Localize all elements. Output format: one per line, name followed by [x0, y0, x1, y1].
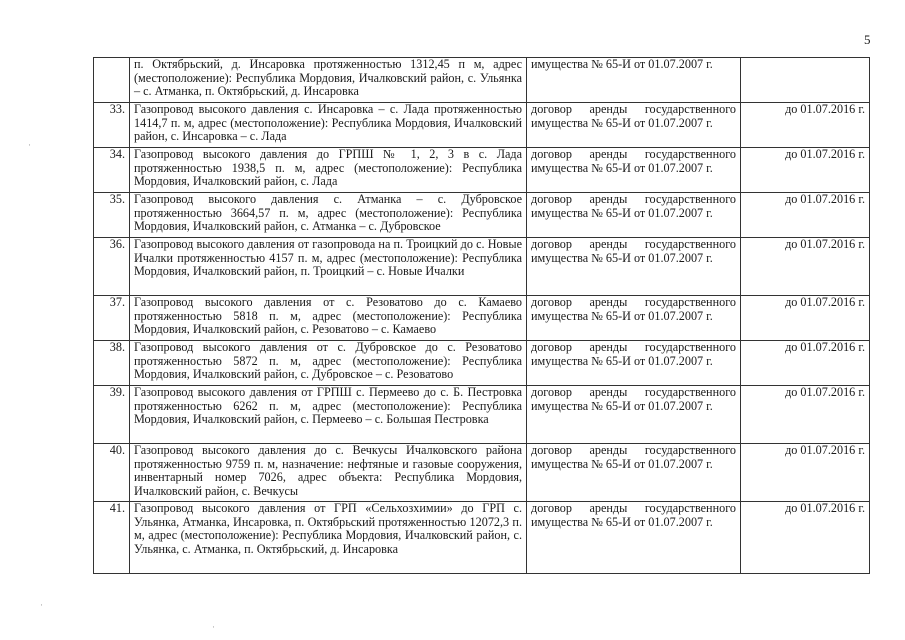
scan-speck: ·	[40, 600, 43, 610]
table-row	[94, 296, 870, 341]
contract-reference: договор аренды государственного имущества № 65-И от 01.07.2007 г.	[527, 386, 741, 444]
scan-speck: ·	[212, 622, 215, 632]
row-number: 37.	[94, 296, 130, 341]
object-description: Газопровод высокого давления с. Инсаровка – с. Лада протяженностью 1414,7 п. м, адрес (местоположение): Республика Мордовия, Ичалковский район, с. Инсаровка – с. Лада	[130, 103, 527, 148]
object-description: Газопровод высокого давления от с. Дубровское до с. Резоватово протяженностью 5872 п. м, адрес (местоположение): Республика Мордовия, Ичалковский район, с. Дубровское – с. Резоватово	[130, 341, 527, 386]
term-cell: до 01.07.2016 г.	[741, 238, 870, 296]
term-cell: до 01.07.2016 г.	[741, 148, 870, 193]
object-description: Газопровод высокого давления от газопровода на п. Троицкий до с. Новые Ичалки протяженностью 4157 п. м, адрес (местоположение): Республика Мордовия, Ичалковский район, п. Троицкий – с. Новые Ичалки	[130, 238, 527, 296]
term-cell: до 01.07.2016 г.	[741, 502, 870, 574]
term-cell: до 01.07.2016 г.	[741, 103, 870, 148]
contract-reference: договор аренды государственного имущества № 65-И от 01.07.2007 г.	[527, 296, 741, 341]
row-number: 35.	[94, 193, 130, 238]
object-description: Газопровод высокого давления от с. Резоватово до с. Камаево протяженностью 5818 п. м, адрес (местоположение): Республика Мордовия, Ичалковский район, с. Резоватово – с. Камаево	[130, 296, 527, 341]
term-cell: до 01.07.2016 г.	[741, 444, 870, 502]
object-description: Газопровод высокого давления до ГРПШ № 1, 2, 3 в с. Лада протяженностью 1938,5 п. м, адрес (местоположение): Республика Мордовия, Ичалковский район, с. Лада	[130, 148, 527, 193]
row-number: 41.	[94, 502, 130, 574]
term-cell: до 01.07.2016 г.	[741, 386, 870, 444]
row-number: 38.	[94, 341, 130, 386]
row-number: 40.	[94, 444, 130, 502]
table-row	[94, 502, 870, 574]
row-number: 34.	[94, 148, 130, 193]
contract-reference: договор аренды государственного имущества № 65-И от 01.07.2007 г.	[527, 193, 741, 238]
contract-reference: договор аренды государственного имущества № 65-И от 01.07.2007 г.	[527, 444, 741, 502]
row-number: 39.	[94, 386, 130, 444]
object-description: п. Октябрьский, д. Инсаровка протяженностью 1312,45 п м, адрес (местоположение): Республика Мордовия, Ичалковский район, с. Ульянка – с. Атманка, п. Октябрьский, д. Инсаровка	[130, 58, 527, 103]
table-row	[94, 58, 870, 103]
table-row	[94, 193, 870, 238]
row-number: 36.	[94, 238, 130, 296]
table-row	[94, 341, 870, 386]
page-number: 5	[864, 32, 871, 47]
contract-reference: имущества № 65-И от 01.07.2007 г.	[527, 58, 741, 103]
term-cell: до 01.07.2016 г.	[741, 296, 870, 341]
object-description: Газопровод высокого давления с. Атманка – с. Дубровское протяженностью 3664,57 п. м, адрес (местоположение): Республика Мордовия, Ичалковский район, с. Атманка – с. Дубровское	[130, 193, 527, 238]
row-number: 33.	[94, 103, 130, 148]
term-cell: до 01.07.2016 г.	[741, 341, 870, 386]
contract-reference: договор аренды государственного имущества № 65-И от 01.07.2007 г.	[527, 502, 741, 574]
contract-reference: договор аренды государственного имущества № 65-И от 01.07.2007 г.	[527, 148, 741, 193]
contract-reference: договор аренды государственного имущества № 65-И от 01.07.2007 г.	[527, 238, 741, 296]
table-row	[94, 238, 870, 296]
object-description: Газопровод высокого давления от ГРПШ с. Пермеево до с. Б. Пестровка протяженностью 6262 п. м, адрес (местоположение): Республика Мордовия, Ичалковский район, с. Пермеево – с. Большая Пестровка	[130, 386, 527, 444]
table-row	[94, 386, 870, 444]
object-description: Газопровод высокого давления от ГРП «Сельхозхимии» до ГРП с. Ульянка, Атманка, Инсаровка, п. Октябрьский протяженностью 12072,3 п. м, адрес (местоположение): Республика Мордовия, Ичалковский район, с. Ульянка, с. Атманка, п. Октябрьский, д. Инсаровка	[130, 502, 527, 574]
contract-reference: договор аренды государственного имущества № 65-И от 01.07.2007 г.	[527, 103, 741, 148]
row-number	[94, 58, 130, 103]
contract-reference: договор аренды государственного имущества № 65-И от 01.07.2007 г.	[527, 341, 741, 386]
term-cell: до 01.07.2016 г.	[741, 193, 870, 238]
scan-speck: ·	[28, 140, 31, 150]
term-cell	[741, 58, 870, 103]
object-description: Газопровод высокого давления до с. Вечкусы Ичалковского района протяженностью 9759 п. м, назначение: нефтяные и газовые сооружения, инвентарный номер 7026, адрес объекта: Республика Мордовия, Ичалковский район, с. Вечкусы	[130, 444, 527, 502]
property-table	[93, 57, 870, 574]
table-row	[94, 103, 870, 148]
table-row	[94, 444, 870, 502]
table-row	[94, 148, 870, 193]
